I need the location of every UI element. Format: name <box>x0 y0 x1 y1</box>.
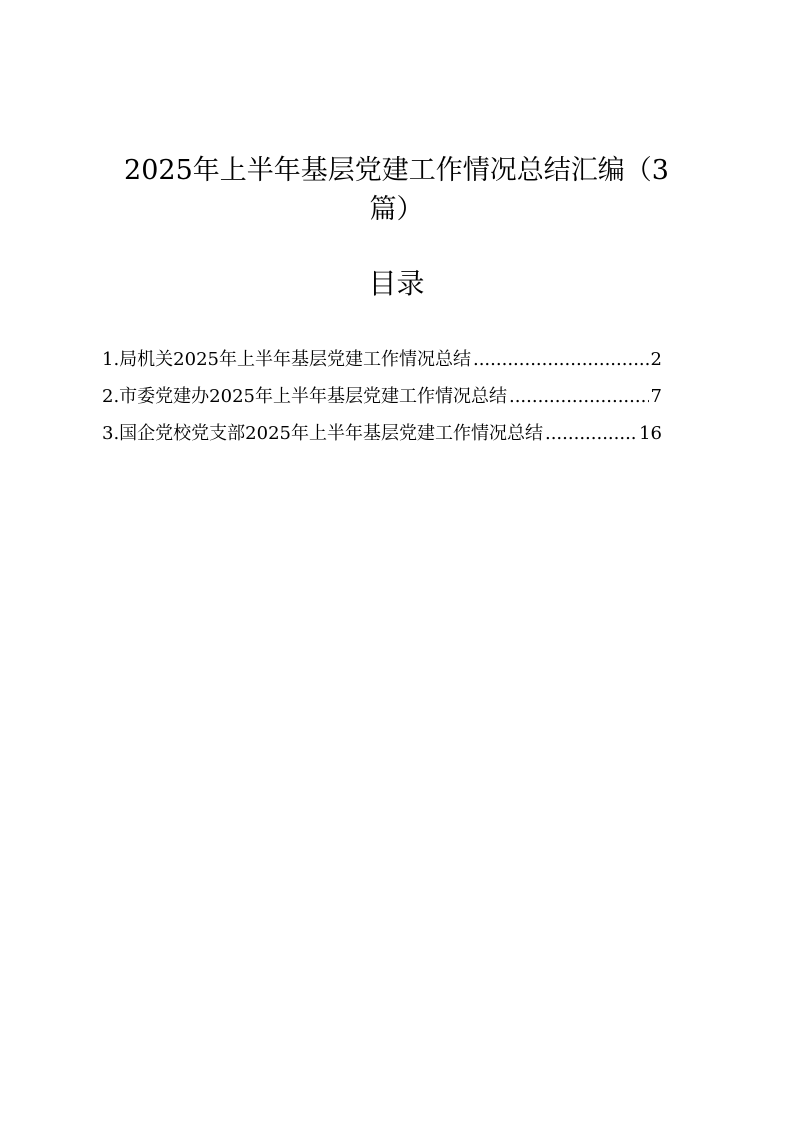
toc-dot-leader <box>509 383 649 411</box>
toc-dot-leader <box>545 420 637 448</box>
table-of-contents <box>102 346 662 457</box>
toc-dot-leader <box>473 346 649 374</box>
document-title-continuation: 篇） <box>369 194 424 225</box>
toc-entry[interactable] <box>102 346 662 383</box>
toc-heading: 目录 <box>368 267 425 300</box>
toc-entry[interactable] <box>102 420 662 457</box>
toc-entry[interactable] <box>102 383 662 420</box>
document-title: 2025年上半年基层党建工作情况总结汇编（3 <box>124 155 669 186</box>
toc-entry-label: 2.市委党建办2025年上半年基层党建工作情况总结 <box>102 386 507 407</box>
toc-page-number: 7 <box>650 386 662 407</box>
toc-page-number: 2 <box>650 349 662 370</box>
toc-page-number: 16 <box>639 423 662 444</box>
toc-entry-label: 3.国企党校党支部2025年上半年基层党建工作情况总结 <box>102 423 543 444</box>
toc-entry-label: 1.局机关2025年上半年基层党建工作情况总结 <box>102 349 471 370</box>
